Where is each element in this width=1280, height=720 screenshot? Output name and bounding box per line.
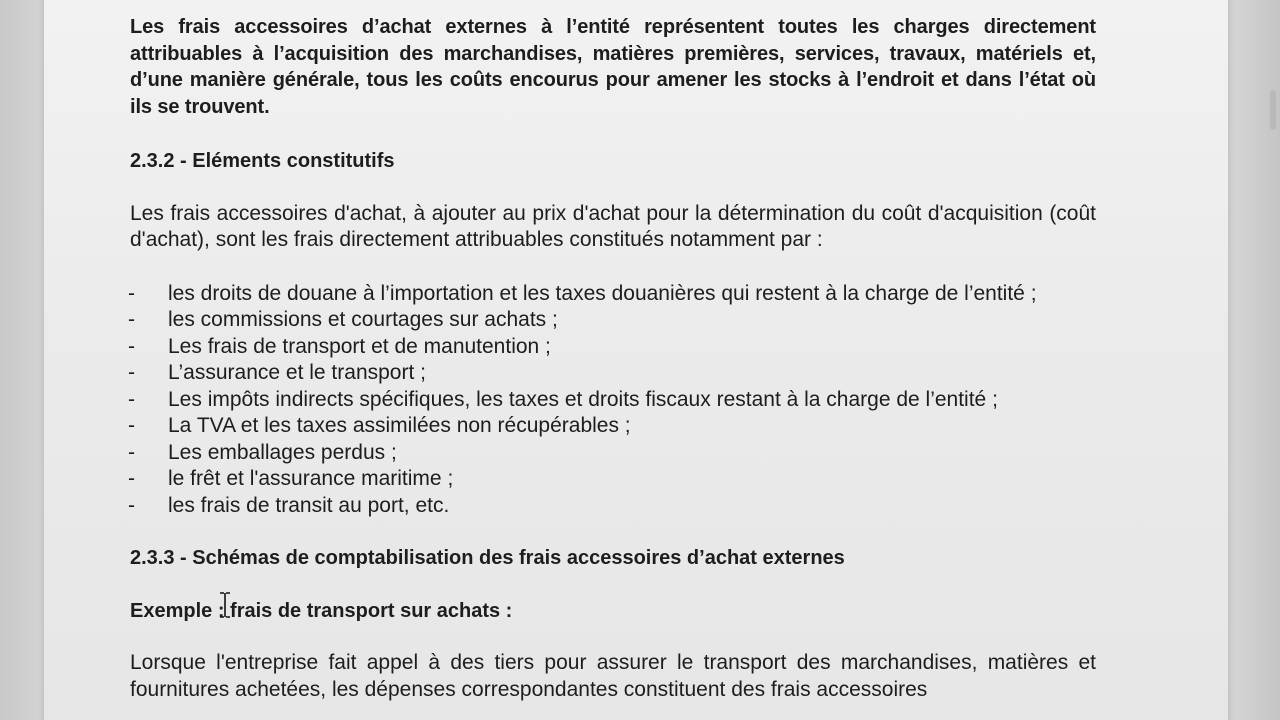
intro-paragraph: Les frais accessoires d’achat externes à l’entité représentent toutes les charges directement attribuables à l’acquisition des marchandises, matières premières, services, travaux, matériels et, d’une manière générale, tous les coûts encourus pour amener les stocks à l’endroit et dans l’état où ils se trouvent.: [130, 16, 1096, 118]
list-item-text: Les impôts indirects spécifiques, les taxes et droits fiscaux restant à la charge de l’entité ;: [168, 387, 998, 411]
list-item: [130, 440, 1096, 467]
list-item: [130, 334, 1096, 361]
list-item: [130, 360, 1096, 387]
bullet-dash: -: [128, 281, 135, 305]
list-item: [130, 413, 1096, 440]
list-item-text: les droits de douane à l’importation et les taxes douanières qui restent à la charge de l’entité ;: [168, 281, 1037, 305]
bullet-dash: -: [128, 361, 135, 384]
bullet-dash: -: [128, 493, 135, 517]
vertical-scrollbar[interactable]: [1270, 90, 1276, 130]
bullet-dash: -: [128, 334, 135, 358]
list-item: [130, 307, 1096, 334]
list-item: [130, 387, 1096, 414]
example-paragraph: Lorsque l'entreprise fait appel à des tiers pour assurer le transport des marchandises, matières et fournitures achetées, les dépenses correspondantes constituent des frais accessoires: [130, 651, 1096, 701]
list-item-text: les frais de transit au port, etc.: [168, 493, 450, 517]
list-item-text: Les emballages perdus ;: [168, 440, 397, 464]
bullet-dash: -: [128, 467, 135, 490]
section-2-3-2-heading: 2.3.2 - Eléments constitutifs: [130, 150, 395, 172]
section-2-3-2-paragraph: Les frais accessoires d'achat, à ajouter au prix d'achat pour la détermination du coût d'acquisition (coût d'achat), sont les frais directement attribuables constitués notamment par :: [130, 201, 1096, 251]
list-item-text: Les frais de transport et de manutention ;: [168, 334, 551, 358]
text-cursor-icon: [218, 592, 232, 618]
page-content: [130, 14, 1096, 703]
list-item: [130, 466, 1096, 493]
bullet-dash: -: [128, 414, 135, 437]
bullet-dash: -: [128, 308, 135, 331]
example-heading: Exemple : frais de transport sur achats :: [130, 599, 513, 622]
list-item-text: les commissions et courtages sur achats ;: [168, 308, 558, 331]
list-item-text: L’assurance et le transport ;: [168, 361, 426, 384]
list-item: [130, 281, 1096, 308]
bullet-dash: -: [128, 387, 135, 411]
section-2-3-3-heading: 2.3.3 - Schémas de comptabilisation des frais accessoires d’achat externes: [130, 547, 845, 569]
bullet-dash: -: [128, 440, 135, 464]
list-item-text: le frêt et l'assurance maritime ;: [168, 467, 454, 490]
constituent-costs-list: [130, 281, 1096, 520]
list-item-text: La TVA et les taxes assimilées non récupérables ;: [168, 414, 631, 437]
list-item: [130, 493, 1096, 520]
